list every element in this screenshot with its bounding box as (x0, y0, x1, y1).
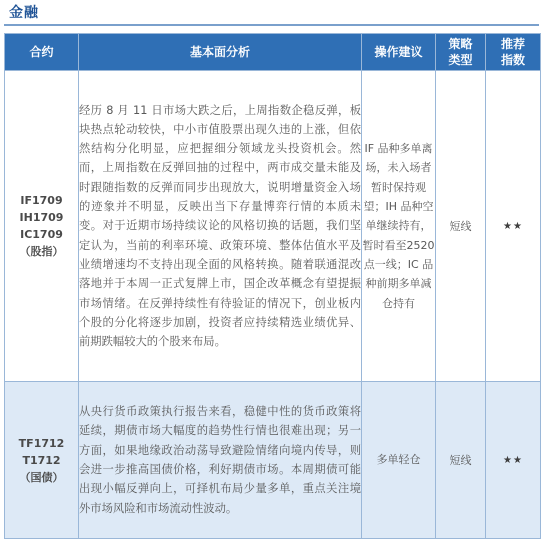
analysis-text: 从央行货币政策执行报告来看，稳健中性的货币政策将延续，期债市场大幅度的趋势性行情也很难出现；另一方面，如果地缘政治动荡导致避险情绪向境内传导，则会进一步推高国债价格，利好期债市场。本周期债可能出现小幅反弹向上，可择机布局少量多单，重点关注境外市场风险和市场流动性波动。 (79, 405, 361, 515)
contract-category: （股指） (19, 245, 64, 258)
contract-code: IC1709 (20, 228, 63, 241)
advice-cell (362, 71, 436, 382)
strategy-type-cell: 短线 (436, 382, 486, 539)
advice-text: 多单轻仓 (376, 453, 421, 467)
table-row-stock-index (5, 71, 541, 382)
contract-code: IH1709 (19, 211, 64, 224)
contract-category: （国债） (19, 470, 64, 484)
header-strategy-type-text: 策略 类型 (448, 37, 473, 67)
rating-stars: ★★ (486, 71, 541, 382)
analysis-cell (79, 71, 362, 382)
header-analysis: 基本面分析 (79, 34, 362, 71)
analysis-cell (79, 382, 362, 539)
contract-code: IF1709 (20, 194, 63, 207)
contract-code: T1712 (22, 453, 61, 467)
advice-cell (362, 382, 436, 539)
contract-cell (5, 71, 79, 382)
table-row-treasury (5, 382, 541, 539)
strategy-type-cell: 短线 (436, 71, 486, 382)
header-contract: 合约 (5, 34, 79, 71)
table-header-row (5, 34, 541, 71)
header-rating-text: 推荐 指数 (500, 37, 525, 67)
contract-cell (5, 382, 79, 539)
section-title: 金融 (9, 5, 39, 21)
header-strategy-type (436, 34, 486, 71)
analysis-text: 经历 8 月 11 日市场大跌之后，上周指数企稳反弹，板块热点轮动较快，中小市值股票出现久违的上涨，但依然结构分化明显，应把握细分领域龙头投资机会。然而，上周指数在反弹回抽的过程中，两市成交量未能及时跟随指数的反弹而同步出现放大，说明增量资金入场的迹象并不明显，反映出当下存量博弈行情的本质未变。对于近期市场持续议论的风格切换的话题，我们坚定认为，当前的利率环境、政策环境、整体估值水平及业绩增速均不支持出现全面的风格转换。随着联通混改落地并于本周一正式复牌上市，国企改革概念有望提振市场情绪。在反弹持续性有待验证的情况下，创业板内个股的分化将逐步加剧，投资者应持续精选业绩优异、前期跌幅较大的个股来布局。 (79, 103, 361, 349)
futures-strategy-table (4, 33, 541, 539)
advice-text: IF 品种多单离场，未入场者暂时保持观望；IH 品种空单继续持有，暂时看至2520 点一线；IC 品种前期多单减仓持有 (362, 142, 435, 310)
contract-code: TF1712 (18, 436, 65, 450)
header-rating (486, 34, 541, 71)
rating-stars: ★★ (486, 382, 541, 539)
header-advice: 操作建议 (362, 34, 436, 71)
title-divider (4, 24, 539, 26)
